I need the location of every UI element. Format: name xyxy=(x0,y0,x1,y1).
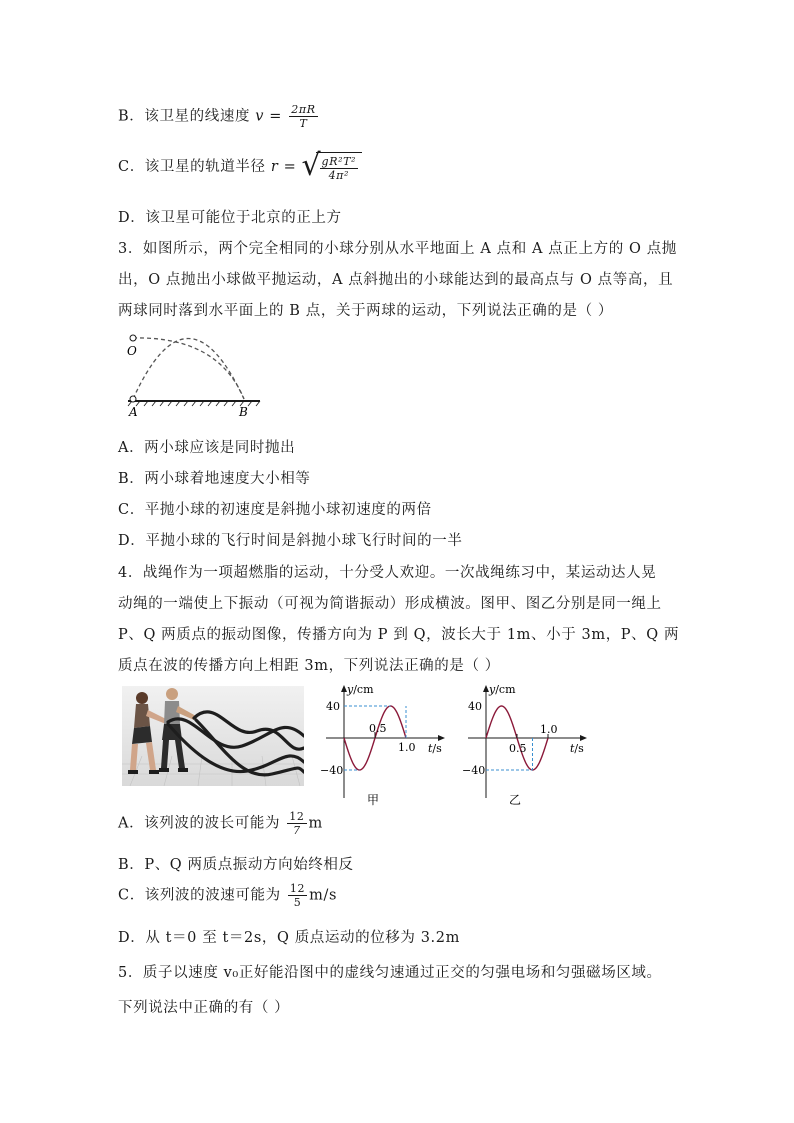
q3-option-a: A．两小球应该是同时抛出 xyxy=(118,440,296,456)
x-axis-label: t/s xyxy=(428,742,442,755)
q3-projectile-figure xyxy=(118,328,268,420)
battle-rope-photo xyxy=(122,686,304,786)
graph-caption: 乙 xyxy=(509,793,522,807)
sqrt-icon: √ xyxy=(301,148,322,183)
y-axis-label: y/cm xyxy=(347,683,374,696)
label-o: O xyxy=(127,344,137,358)
q4-option-c-fraction xyxy=(288,882,307,909)
q2-option-c-var: r xyxy=(270,159,279,175)
q4-stem-line3: P、Q 两质点的振动图像，传播方向为 P 到 Q，波长大于 1m、小于 3m，P、Q 两 xyxy=(118,627,680,643)
q4-option-c-text: C．该列波的波速可能为 xyxy=(118,887,281,904)
q4-option-c xyxy=(118,882,337,909)
tick-label-1-0: 1.0 xyxy=(398,741,416,754)
q4-stem-line4: 质点在波的传播方向上相距 3m，下列说法正确的是（ ） xyxy=(118,658,500,674)
tick-label-0-5: 0.5 xyxy=(369,722,387,735)
q4-stem-line1: 4．战绳作为一项超燃脂的运动，十分受人欢迎。一次战绳练习中，某运动达人晃 xyxy=(118,565,657,581)
q2-option-c-sqrt xyxy=(301,148,362,183)
ball-a xyxy=(130,396,136,402)
q2-option-b-text: B．该卫星的线速度 xyxy=(118,108,251,125)
label-b: B xyxy=(239,405,248,419)
ball-o xyxy=(130,335,136,341)
q2-option-c-fraction xyxy=(320,155,358,182)
q2-option-b-eq: = xyxy=(269,108,283,125)
graph-caption: 甲 xyxy=(367,793,380,807)
x-axis-label: t/s xyxy=(570,742,584,755)
q2-option-b-fraction xyxy=(289,103,317,130)
q4-option-d: D．从 t＝0 至 t＝2s，Q 质点运动的位移为 3.2m xyxy=(118,930,460,946)
q4-option-a-fraction xyxy=(287,810,306,837)
y-axis-label: y/cm xyxy=(489,683,516,696)
q2-option-c-numerator: gR²T² xyxy=(321,155,357,168)
q2-option-b-var: v xyxy=(255,108,265,125)
x-axis-arrow xyxy=(580,735,587,741)
q4-option-a-numerator: 12 xyxy=(289,810,305,823)
tick-label-0-5: 0.5 xyxy=(509,742,527,755)
q2-option-b-numerator: 2πR xyxy=(291,103,316,116)
q4-option-a-unit: m xyxy=(308,815,323,832)
q3-stem-line1: 3．如图所示，两个完全相同的小球分别从水平地面上 A 点和 A 点正上方的 O 点抛 xyxy=(118,241,677,257)
x-axis-arrow xyxy=(438,735,445,741)
q5-stem-line2: 下列说法中正确的有（ ） xyxy=(118,1000,290,1016)
q3-stem-line2: 出，O 点抛出小球做平抛运动，A 点斜抛出的小球能达到的最高点与 O 点等高，且 xyxy=(118,272,674,288)
q2-option-c xyxy=(118,148,362,183)
tick-label-40: 40 xyxy=(468,700,482,713)
q2-option-c-text: C．该卫星的轨道半径 xyxy=(118,159,266,175)
q4-option-c-unit: m/s xyxy=(309,887,338,904)
vibration-graph-jia xyxy=(318,680,458,810)
q3-option-d: D．平抛小球的飞行时间是斜抛小球飞行时间的一半 xyxy=(118,533,463,549)
q3-option-c: C．平抛小球的初速度是斜抛小球初速度的两倍 xyxy=(118,502,432,518)
q4-stem-line2: 动绳的一端使上下振动（可视为简谐振动）形成横波。图甲、图乙分别是同一绳上 xyxy=(118,596,662,612)
oblique-projectile-path xyxy=(133,339,244,400)
tick-label-minus-40: −40 xyxy=(320,764,344,777)
q2-option-d: D．该卫星可能位于北京的正上方 xyxy=(118,210,342,226)
tick-label-40: 40 xyxy=(326,700,340,713)
q5-stem-line1: 5．质子以速度 v₀正好能沿图中的虚线匀速通过正交的匀强电场和匀强磁场区域。 xyxy=(118,965,662,981)
tick-label-1-0: 1.0 xyxy=(540,723,558,736)
q4-option-b: B．P、Q 两质点振动方向始终相反 xyxy=(118,857,354,873)
vibration-graph-yi xyxy=(460,680,600,810)
tick-label-minus-40: −40 xyxy=(462,764,486,777)
q3-option-b: B．两小球着地速度大小相等 xyxy=(118,471,311,487)
q4-option-c-numerator: 12 xyxy=(289,882,306,895)
q4-option-a-denominator: 7 xyxy=(293,824,301,837)
label-a: A xyxy=(129,405,138,419)
q2-option-b xyxy=(118,103,320,130)
q4-option-a xyxy=(118,810,323,837)
q4-option-c-denominator: 5 xyxy=(293,896,302,909)
q2-option-c-eq: = xyxy=(283,159,297,175)
q3-stem-line3: 两球同时落到水平面上的 B 点，关于两球的运动，下列说法正确的是（ ） xyxy=(118,303,613,319)
q2-option-c-denominator: 4π² xyxy=(328,169,350,182)
q2-option-b-denominator: T xyxy=(299,117,308,130)
q4-option-a-text: A．该列波的波长可能为 xyxy=(118,815,281,832)
horizontal-projectile-path xyxy=(133,338,244,399)
